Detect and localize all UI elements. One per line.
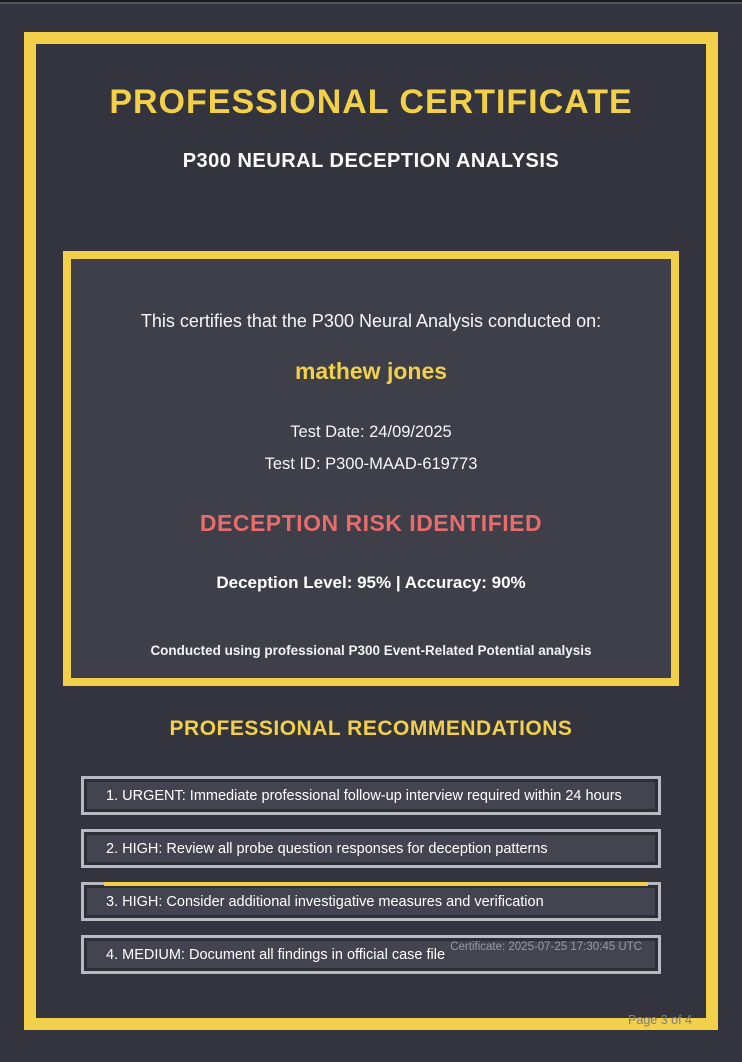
- recommendation-text: 1. URGENT: Immediate professional follow-up interview required within 24 hours: [106, 787, 622, 804]
- certification-panel: [63, 251, 679, 686]
- recommendation-item: [81, 776, 661, 815]
- test-date: Test Date: 24/09/2025: [290, 423, 452, 441]
- highlight-strip: [104, 882, 648, 886]
- certificate-page-frame: [24, 32, 718, 1030]
- recommendations-list: [81, 776, 661, 974]
- certificate-timestamp: Certificate: 2025-07-25 17:30:45 UTC: [450, 941, 642, 953]
- recommendation-item: [81, 829, 661, 868]
- deception-metrics: Deception Level: 95% | Accuracy: 90%: [216, 573, 526, 592]
- test-id: Test ID: P300-MAAD-619773: [264, 455, 478, 473]
- window-top-divider: [0, 2, 742, 4]
- risk-status-heading: DECEPTION RISK IDENTIFIED: [199, 510, 543, 536]
- certification-statement: This certifies that the P300 Neural Analysis conducted on:: [140, 311, 602, 331]
- recommendation-text: 3. HIGH: Consider additional investigative measures and verification: [106, 893, 544, 910]
- page-indicator: Page 3 of 4: [628, 1013, 692, 1027]
- recommendation-text: 4. MEDIUM: Document all findings in official case file: [106, 946, 446, 963]
- certificate-subtitle: P300 NEURAL DECEPTION ANALYSIS: [182, 150, 560, 172]
- subject-name: mathew jones: [294, 358, 448, 384]
- recommendation-item: [81, 882, 661, 921]
- recommendation-item: [81, 935, 661, 974]
- recommendations-heading: PROFESSIONAL RECOMMENDATIONS: [169, 717, 573, 740]
- method-note: Conducted using professional P300 Event-Related Potential analysis: [150, 643, 592, 658]
- recommendation-text: 2. HIGH: Review all probe question responses for deception patterns: [106, 840, 548, 857]
- certificate-title: PROFESSIONAL CERTIFICATE: [109, 83, 633, 121]
